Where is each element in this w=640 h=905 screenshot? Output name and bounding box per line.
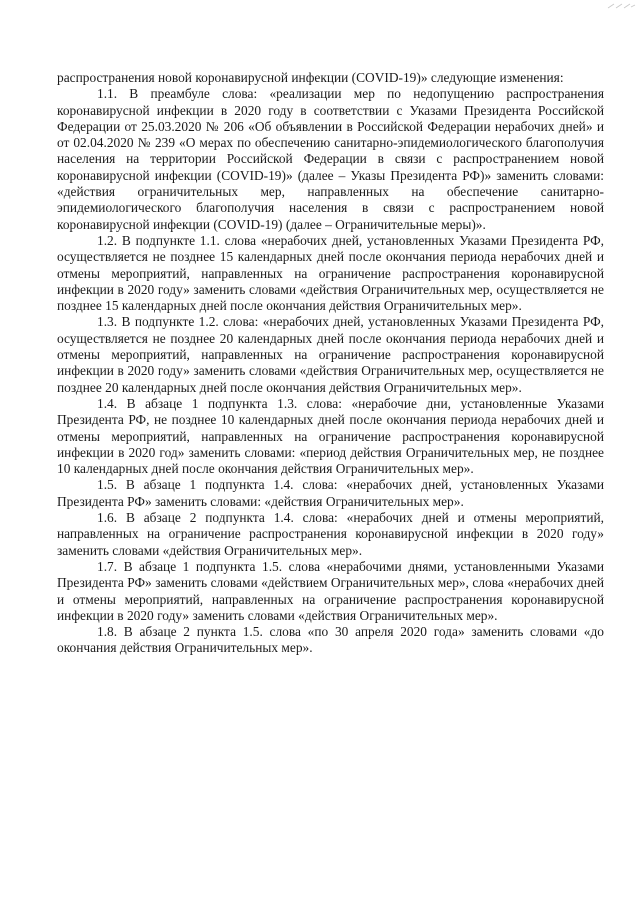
paragraph-1-7: 1.7. В абзаце 1 подпункта 1.5. слова «нерабочими днями, установленными Указами Президента РФ» заменить словами «действием Ограничительных мер», слова «нерабочих дней и отмены мероприятий, направленных на ограничение распространения коронавирусной инфекции в 2020 году» заменить словами «действия Ограничительных мер». <box>57 558 604 623</box>
paragraph-1-2: 1.2. В подпункте 1.1. слова «нерабочих дней, установленных Указами Президента РФ, осуществляется не позднее 15 календарных дней после окончания периода нерабочих дней и отмены мероприятий, направленных на ограничение распространения коронавирусной инфекции в 2020 году» заменить словами «действия Ограничительных мер, осуществляется не позднее 15 календарных дней после окончания действия Ограничительных мер». <box>57 232 604 314</box>
paragraph-1-4: 1.4. В абзаце 1 подпункта 1.3. слова: «нерабочие дни, установленные Указами Президента РФ, не позднее 10 календарных дней после окончания периода нерабочих дней и отмены мероприятий, направленных на ограничение распространения коронавирусной инфекции в 2020 год» заменить словами: «период действия Ограничительных мер, не позднее 10 календарных дней после окончания действия Ограничительных мер». <box>57 395 604 477</box>
paragraph-1-6: 1.6. В абзаце 2 подпункта 1.4. слова: «нерабочих дней и отмены мероприятий, направленных на ограничение распространения коронавирусной инфекции в 2020 году» заменить словами «действия Ограничительных мер». <box>57 510 604 558</box>
paragraph-1-3: 1.3. В подпункте 1.2. слова: «нерабочих дней, установленных Указами Президента РФ, осуществляется не позднее 20 календарных дней после окончания периода нерабочих дней и отмены мероприятий, направленных на ограничение распространения коронавирусной инфекции в 2020 году» заменить словами «действия Ограничительных мер, осуществляется не позднее 20 календарных дней после окончания действия Ограничительных мер». <box>57 314 604 395</box>
paragraph-continuation: распространения новой коронавирусной инфекции (COVID-19)» следующие изменения: <box>57 70 564 85</box>
paragraph-1-8: 1.8. В абзаце 2 пункта 1.5. слова «по 30 апреля 2020 года» заменить словами «до окончания действия Ограничительных мер». <box>57 624 604 656</box>
scan-corner-mark <box>606 2 636 10</box>
paragraph-1-1: 1.1. В преамбуле слова: «реализации мер по недопущению распространения коронавирусной инфекции в 2020 году в соответствии с Указами Президента Российской Федерации от 25.03.2020 № 206 «Об объявлении в Российской Федерации нерабочих дней» и от 02.04.2020 № 239 «О мерах по обеспечению санитарно-эпидемиологического благополучия населения на территории Российской Федерации в связи с распространением новой коронавирусной инфекции (COVID-19)» (далее – Указы Президента РФ)» заменить словами: «действия ограничительных мер, направленных на обеспечение санитарно-эпидемиологического благополучия населения в связи с распространением новой коронавирусной инфекции (COVID-19) (далее – Ограничительные меры)». <box>57 86 604 232</box>
paragraph-1-5: 1.5. В абзаце 1 подпункта 1.4. слова: «нерабочих дней, установленных Указами Президента РФ» заменить словами: «действия Ограничительных мер». <box>57 477 604 509</box>
document-body <box>57 70 604 657</box>
